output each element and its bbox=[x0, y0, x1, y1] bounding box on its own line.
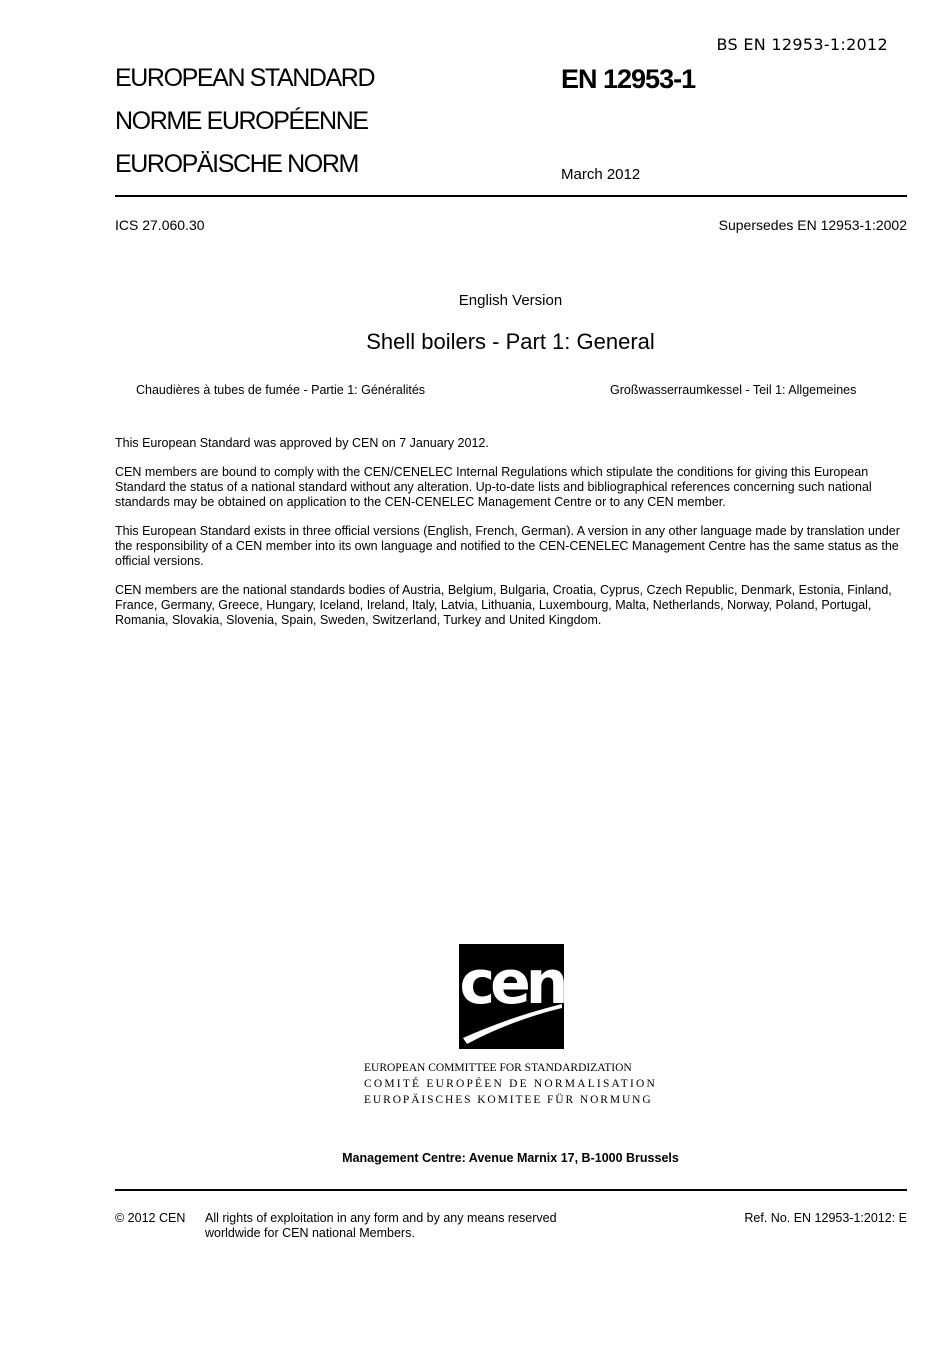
version-label: English Version bbox=[458, 292, 563, 309]
committee-name-english: EUROPEAN COMMITTEE FOR STANDARDIZATION bbox=[364, 1062, 632, 1074]
regulations-paragraph: CEN members are bound to comply with the CEN/CENELEC Internal Regulations which stipulate the conditions for giving this European Standard the status of a national standard without any alteration. Up-to-date lists and bibliographical references concerning such national standards may be obtained on application to the CEN-CENELEC Management Centre or to any CEN member. bbox=[115, 465, 872, 509]
ics-code: ICS 27.060.30 bbox=[115, 217, 205, 233]
publication-date: March 2012 bbox=[561, 166, 641, 183]
footer-divider bbox=[115, 1189, 907, 1191]
title-french: NORME EUROPÉENNE bbox=[115, 107, 368, 135]
supersedes: Supersedes EN 12953-1:2002 bbox=[718, 217, 907, 233]
versions-paragraph: This European Standard exists in three official versions (English, French, German). A version in any other language made by translation under the responsibility of a CEN member into its own language and notified to the CEN-CENELEC Management Centre has the same status as the official versions. bbox=[115, 524, 900, 568]
cen-logo bbox=[459, 944, 564, 1049]
document-title: Shell boilers - Part 1: General bbox=[366, 329, 655, 354]
bs-reference: BS EN 12953-1:2012 bbox=[716, 35, 888, 54]
committee-name-german: EUROPÄISCHES KOMITEE FÜR NORMUNG bbox=[364, 1094, 653, 1106]
copyright: © 2012 CEN bbox=[115, 1211, 186, 1225]
committee-name-french: COMITÉ EUROPÉEN DE NORMALISATION bbox=[364, 1078, 658, 1090]
members-paragraph: CEN members are the national standards bodies of Austria, Belgium, Bulgaria, Croatia, Cyprus, Czech Republic, Denmark, Estonia, Finland, France, Germany, Greece, Hungary, Iceland, Ireland, Italy, Latvia, Lithuania, Luxembourg, Malta, Netherlands, Norway, Poland, Portugal, Romania, Slovakia, Slovenia, Spain, Sweden, Switzerland, Turkey and United Kingdom. bbox=[115, 583, 892, 627]
french-title: Chaudières à tubes de fumée - Partie 1: Généralités bbox=[136, 383, 426, 397]
standard-number: EN 12953-1 bbox=[561, 64, 696, 94]
header-divider bbox=[115, 195, 907, 197]
title-english: EUROPEAN STANDARD bbox=[115, 64, 375, 92]
title-german: EUROPÄISCHE NORM bbox=[115, 150, 358, 178]
rights-notice: All rights of exploitation in any form and by any means reserved worldwide for CEN national Members. bbox=[205, 1211, 557, 1240]
logo-swoosh-icon bbox=[459, 944, 564, 1049]
approval-paragraph: This European Standard was approved by CEN on 7 January 2012. bbox=[115, 436, 489, 450]
management-centre-address: Management Centre: Avenue Marnix 17, B-1000 Brussels bbox=[342, 1151, 679, 1165]
cen-logo-text: cen bbox=[459, 948, 564, 1018]
reference-number: Ref. No. EN 12953-1:2012: E bbox=[744, 1211, 907, 1225]
german-title: Großwasserraumkessel - Teil 1: Allgemeines bbox=[610, 383, 857, 397]
